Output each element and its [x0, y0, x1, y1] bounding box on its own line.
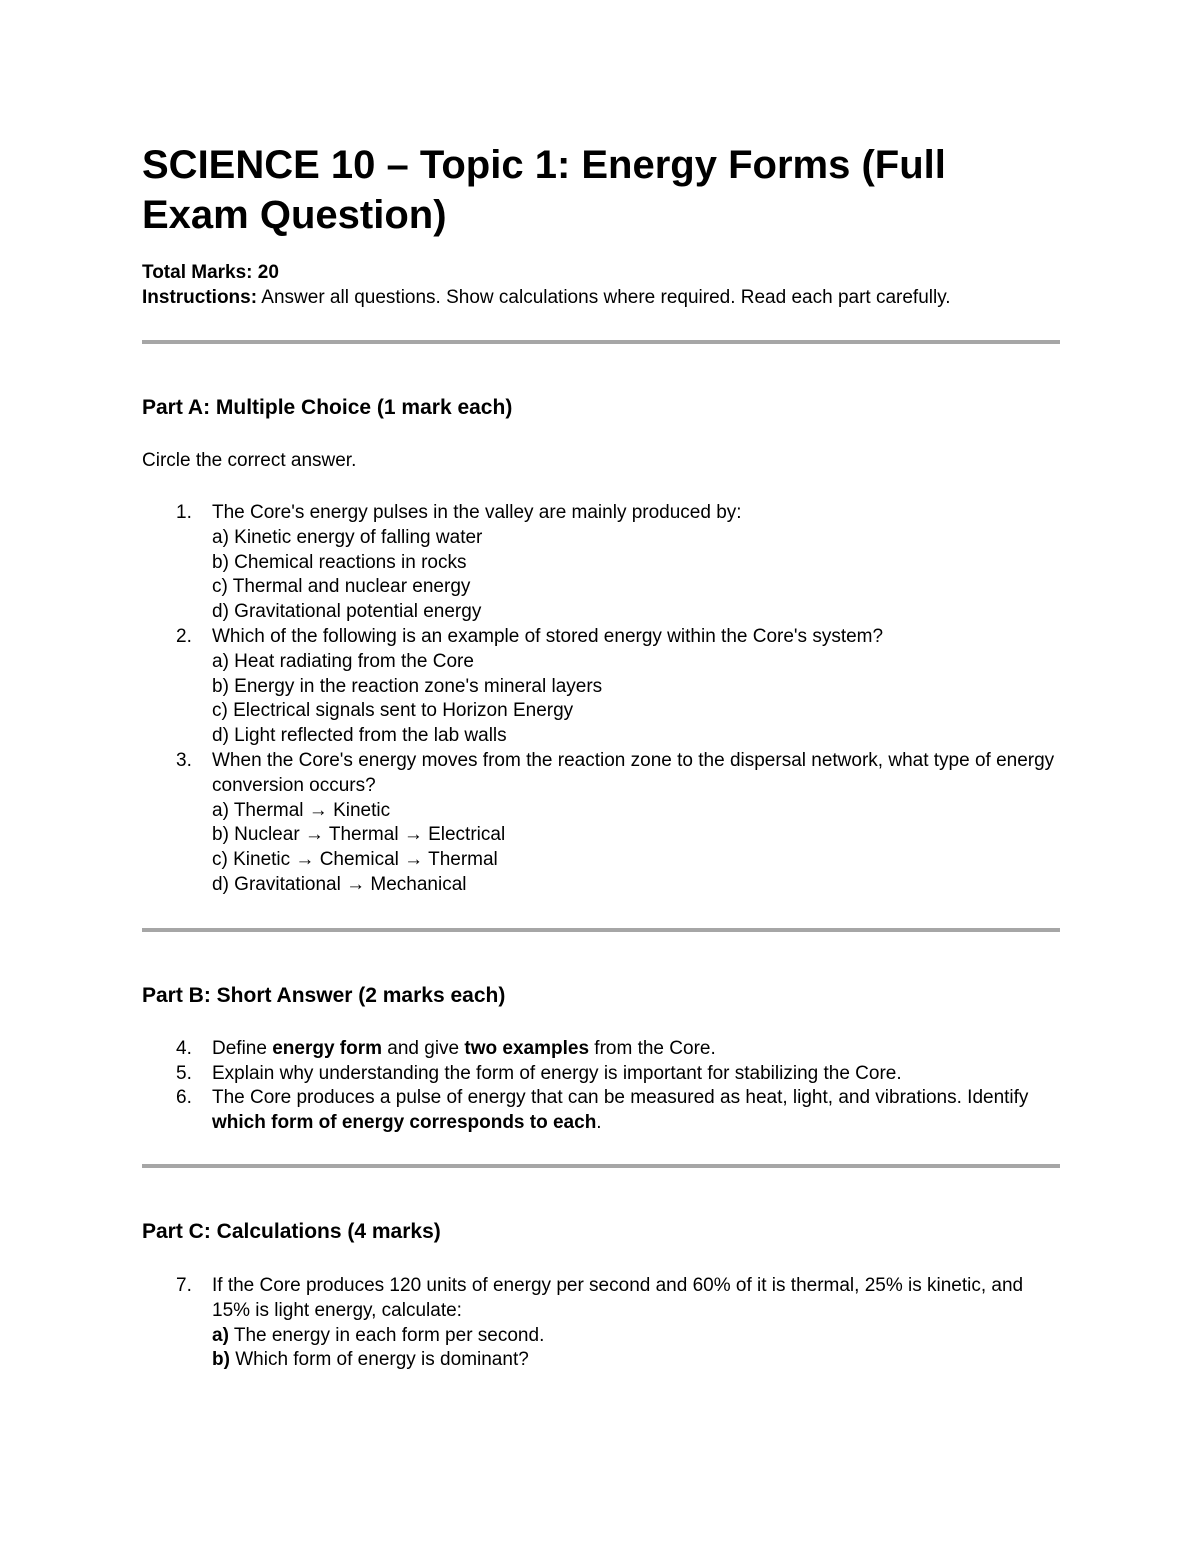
- option-a: a) Kinetic energy of falling water: [212, 526, 483, 548]
- question-number: 6.: [176, 1087, 192, 1109]
- total-marks-value: 20: [257, 262, 279, 283]
- question-7: [142, 1274, 1060, 1373]
- option-d: d) Gravitational potential energy: [212, 601, 482, 623]
- question-number: 7.: [176, 1274, 192, 1296]
- option-a: a) Thermal → Kinetic: [212, 799, 391, 821]
- part-b-questions: [142, 1037, 1060, 1136]
- option-c: c) Electrical signals sent to Horizon Energy: [212, 700, 574, 722]
- question-number: 5.: [176, 1062, 192, 1084]
- part-c-heading: Part C: Calculations (4 marks): [142, 1219, 441, 1243]
- divider-2: [142, 928, 1060, 932]
- divider-1: [142, 340, 1060, 344]
- part-a-questions: [142, 501, 1060, 898]
- option-d: d) Gravitational → Mechanical: [212, 873, 467, 895]
- sub-question-b: [212, 1348, 1060, 1373]
- bold-term: which form of energy corresponds to each: [212, 1112, 597, 1134]
- question-number: 4.: [176, 1037, 192, 1059]
- question-text: The Core produces a pulse of energy that can be measured as heat, light, and vibrations. Identify: [212, 1087, 1029, 1109]
- question-text: The Core's energy pulses in the valley are mainly produced by:: [212, 502, 742, 523]
- exam-content: [142, 140, 1060, 1373]
- question-text: Explain why understanding the form of energy is important for stabilizing the Core.: [212, 1062, 902, 1084]
- question-text: Which of the following is an example of stored energy within the Core's system?: [212, 625, 884, 647]
- part-a-intro: Circle the correct answer.: [142, 450, 357, 471]
- option-a: a) Heat radiating from the Core: [212, 650, 474, 672]
- part-a-heading: Part A: Multiple Choice (1 mark each): [142, 396, 513, 419]
- question-1: [142, 501, 1060, 625]
- option-c: c) Thermal and nuclear energy: [212, 576, 471, 598]
- question-4: [142, 1037, 1060, 1062]
- sub-question-label: b): [212, 1349, 230, 1371]
- option-d: d) Light reflected from the lab walls: [212, 725, 507, 747]
- question-2: [142, 625, 1060, 749]
- part-c-questions: [142, 1274, 1060, 1373]
- question-number: 3.: [176, 749, 192, 771]
- total-marks: [142, 260, 1060, 285]
- question-number: 2.: [176, 625, 192, 647]
- page-title: SCIENCE 10 – Topic 1: Energy Forms (Full Exam Question): [142, 143, 946, 237]
- option-c: c) Kinetic → Chemical → Thermal: [212, 849, 498, 871]
- question-text: .: [596, 1112, 602, 1134]
- exam-meta: [142, 260, 1060, 310]
- sub-question-text: Which form of energy is dominant?: [229, 1349, 529, 1371]
- question-6: [142, 1086, 1060, 1136]
- question-number: 1.: [176, 502, 192, 523]
- bold-term: two examples: [464, 1037, 590, 1059]
- sub-question-a: [212, 1324, 1060, 1349]
- sub-question-text: The energy in each form per second.: [228, 1324, 545, 1346]
- instructions-label: Instructions:: [142, 287, 258, 308]
- option-b: b) Chemical reactions in rocks: [212, 551, 467, 573]
- question-text: Define: [212, 1037, 273, 1059]
- total-marks-label: Total Marks:: [142, 262, 253, 283]
- part-b-heading: Part B: Short Answer (2 marks each): [142, 983, 506, 1007]
- divider-3: [142, 1164, 1060, 1168]
- instructions: [142, 285, 1060, 310]
- question-text: from the Core.: [589, 1037, 716, 1059]
- question-5: [142, 1062, 1060, 1087]
- sub-question-label: a): [212, 1324, 229, 1346]
- instructions-text: Answer all questions. Show calculations where required. Read each part carefully.: [261, 287, 951, 308]
- question-text: When the Core's energy moves from the reaction zone to the dispersal network, what type of energy conversion occurs?: [212, 749, 1055, 796]
- question-text: and give: [382, 1037, 465, 1059]
- question-3: [142, 749, 1060, 898]
- option-b: b) Energy in the reaction zone's mineral layers: [212, 675, 603, 697]
- question-text: If the Core produces 120 units of energy per second and 60% of it is thermal, 25% is kinetic, and 15% is light energy, calculate:: [212, 1274, 1024, 1321]
- bold-term: energy form: [272, 1037, 383, 1059]
- option-b: b) Nuclear → Thermal → Electrical: [212, 824, 506, 846]
